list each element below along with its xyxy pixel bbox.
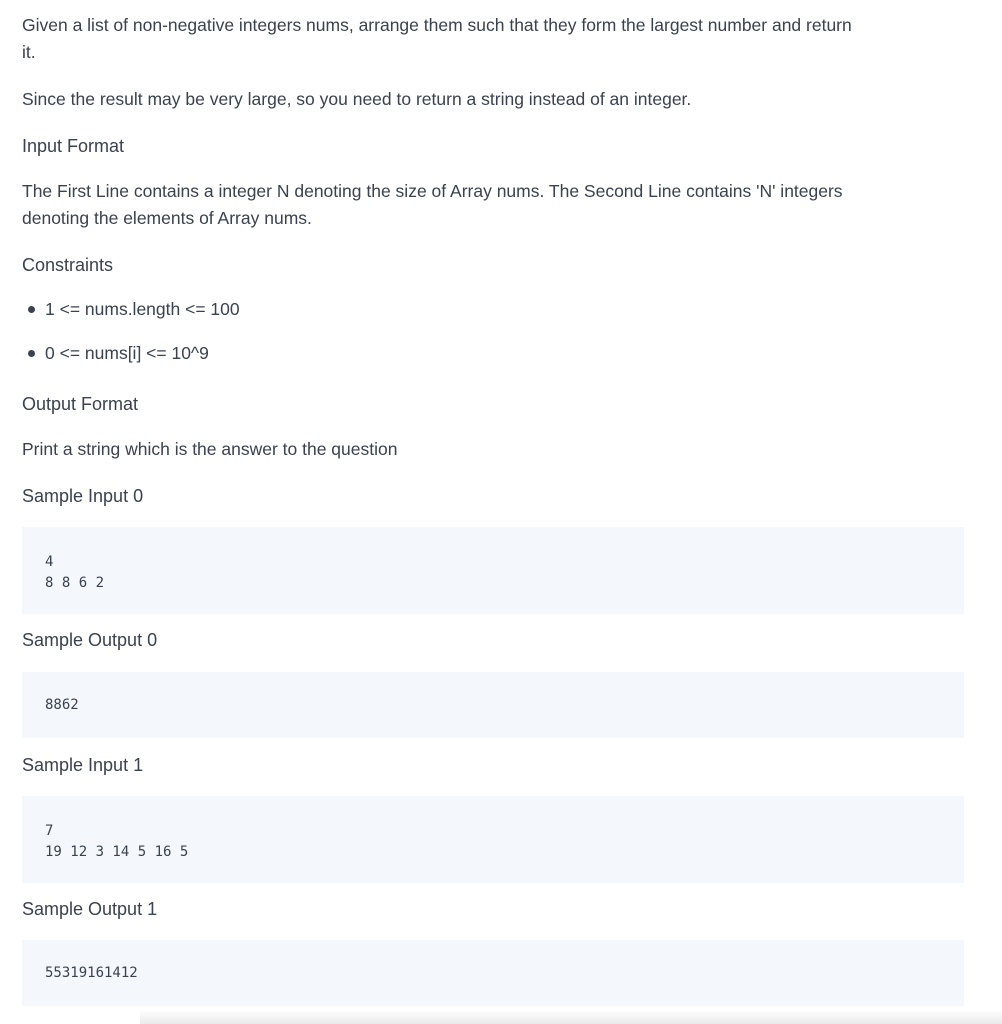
code-line: 8862 (45, 697, 79, 713)
input-format-heading: Input Format (22, 136, 125, 156)
constraint-text: 1 <= nums.length <= 100 (45, 299, 240, 319)
code-line: 7 (45, 823, 54, 839)
sample-output-0-code (22, 672, 964, 738)
code-line: 4 (45, 554, 54, 570)
problem-statement-line-1: Given a list of non-negative integers nums, arrange them such that they form the largest number and return (22, 15, 852, 35)
output-format-heading: Output Format (22, 394, 139, 414)
bullet-dot-icon (28, 350, 35, 357)
input-format-line-1: The First Line contains a integer N denoting the size of Array nums. The Second Line contains 'N' integers (22, 181, 843, 201)
code-line: 55319161412 (45, 965, 138, 981)
output-format-text: Print a string which is the answer to the question (22, 439, 398, 459)
sample-input-0-code (22, 527, 964, 614)
constraint-text: 0 <= nums[i] <= 10^9 (45, 343, 209, 363)
constraint-item (22, 341, 209, 365)
code-line: 8 8 6 2 (45, 575, 105, 591)
sample-output-1-code (22, 940, 964, 1006)
sample-output-0-heading: Sample Output 0 (22, 630, 158, 650)
problem-statement-line-2: it. (22, 42, 36, 62)
sample-input-0-heading: Sample Input 0 (22, 486, 144, 506)
input-format-line-2: denoting the elements of Array nums. (22, 208, 312, 228)
constraints-list (22, 297, 240, 321)
bottom-scroll-shadow (140, 1010, 1002, 1024)
sample-output-1-heading: Sample Output 1 (22, 899, 158, 919)
problem-note: Since the result may be very large, so you need to return a string instead of an integer. (22, 89, 692, 109)
code-line: 19 12 3 14 5 16 5 (45, 844, 189, 860)
sample-input-1-code (22, 796, 964, 883)
constraints-list-2 (22, 341, 209, 365)
sample-input-1-heading: Sample Input 1 (22, 755, 144, 775)
constraint-item (22, 297, 240, 321)
constraints-heading: Constraints (22, 255, 114, 275)
bullet-dot-icon (28, 306, 35, 313)
